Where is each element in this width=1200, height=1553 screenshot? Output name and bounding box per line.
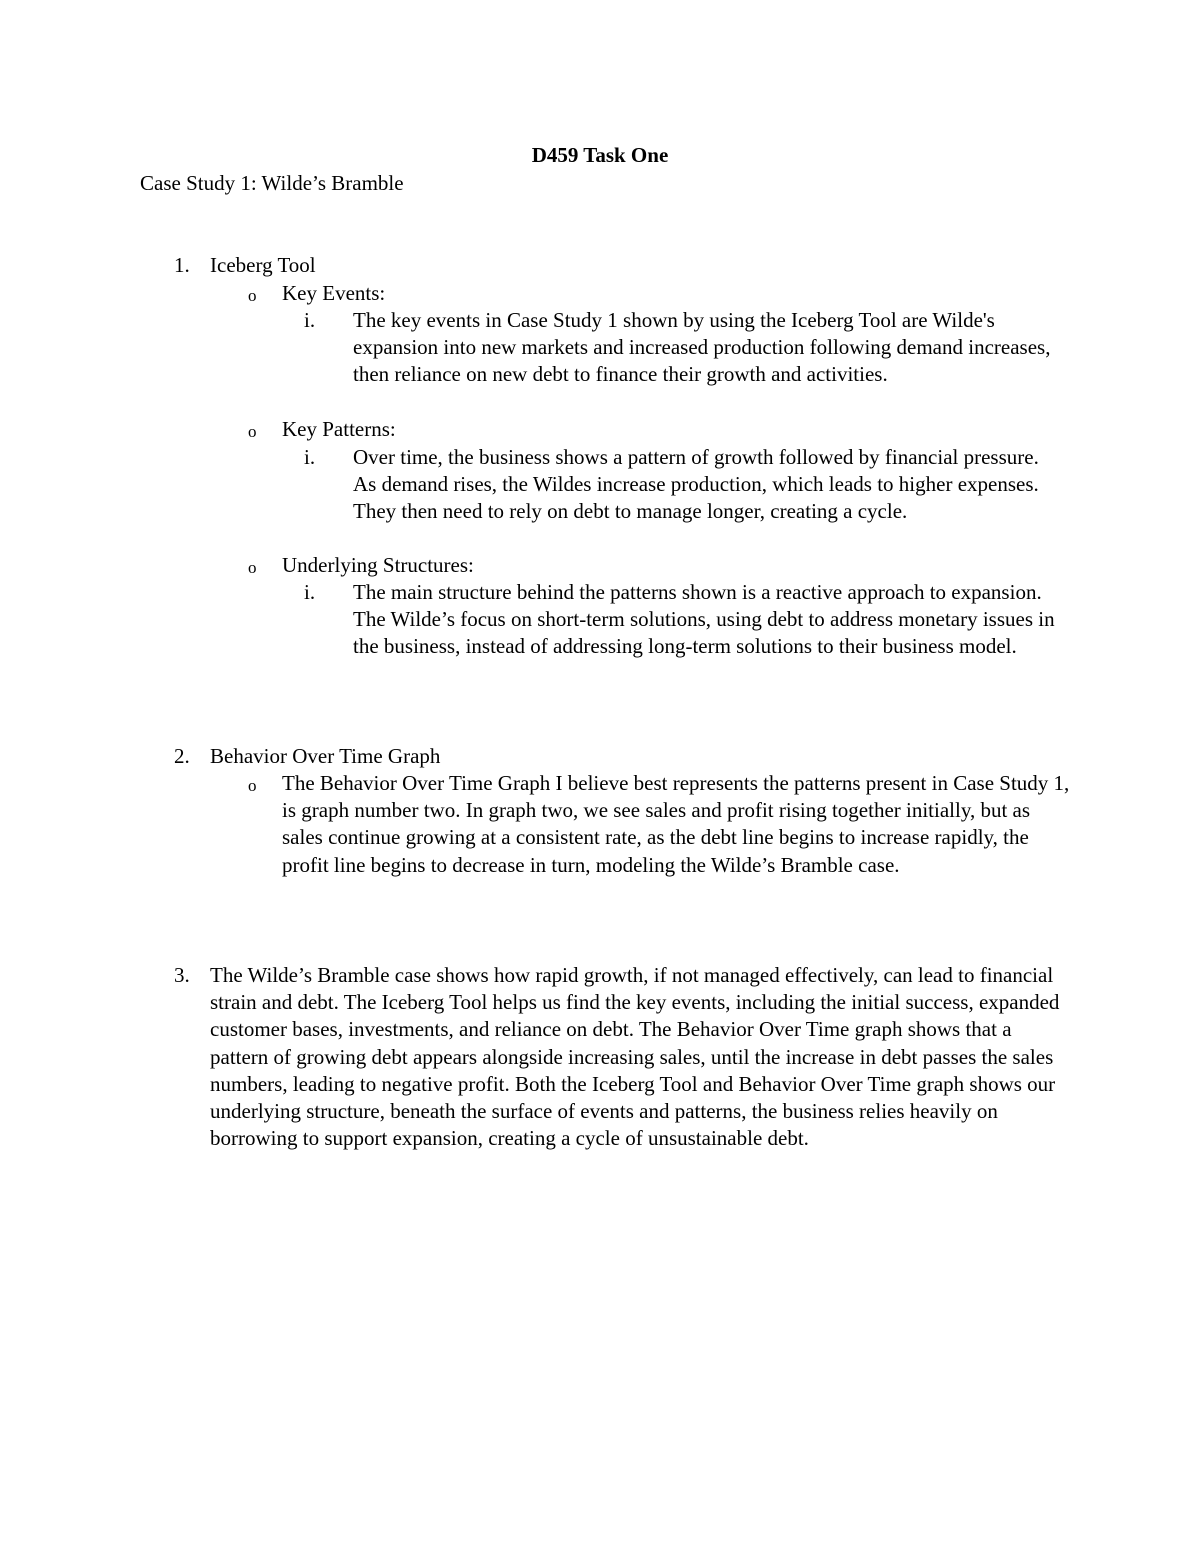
item-label: Key Events: (282, 281, 386, 305)
bullet-marker: o (248, 422, 257, 441)
item-text: The main structure behind the patterns shown is a reactive approach to expansion. The Wilde’s focus on short-term solutions, using debt to address monetary issues in the business, instead of addressing long-term solutions to their business model. (353, 580, 1055, 659)
sub-number: i. (304, 580, 316, 604)
sub-number: i. (304, 308, 316, 332)
bullet-marker: o (248, 286, 257, 305)
section-number: 1. (174, 253, 190, 277)
item-label: Key Patterns: (282, 417, 396, 441)
item-text: The key events in Case Study 1 shown by using the Iceberg Tool are Wilde's expansion into new markets and increased production following demand increases, then reliance on new debt to finance their growth and activities. (353, 308, 1051, 387)
section-text: The Behavior Over Time Graph I believe best represents the patterns present in Case Study 1, is graph number two. In graph two, we see sales and profit rising together initially, but as sales continue growing at a consistent rate, as the debt line begins to increase rapidly, the profit line begins to decrease in turn, modeling the Wilde’s Bramble case. (282, 771, 1070, 877)
document-subtitle: Case Study 1: Wilde’s Bramble (140, 171, 404, 195)
section-number: 2. (174, 744, 190, 768)
item-text: Over time, the business shows a pattern of growth followed by financial pressure. As demand rises, the Wildes increase production, which leads to higher expenses. They then need to rely on debt to manage longer, creating a cycle. (353, 445, 1039, 524)
section-heading: Iceberg Tool (210, 253, 316, 277)
sub-number: i. (304, 445, 316, 469)
item-label: Underlying Structures: (282, 553, 474, 577)
section-heading: Behavior Over Time Graph (210, 744, 441, 768)
section-text: The Wilde’s Bramble case shows how rapid growth, if not managed effectively, can lead to financial strain and debt. The Iceberg Tool helps us find the key events, including the initial success, expanded customer bases, investments, and reliance on debt. The Behavior Over Time graph shows that a pattern of growing debt appears alongside increasing sales, until the increase in debt passes the sales numbers, leading to negative profit. Both the Iceberg Tool and Behavior Over Time graph shows our underlying structure, beneath the surface of events and patterns, the business relies heavily on borrowing to support expansion, creating a cycle of unsustainable debt. (210, 963, 1060, 1151)
document-title: D459 Task One (531, 143, 669, 167)
bullet-marker: o (248, 776, 257, 795)
bullet-marker: o (248, 558, 257, 577)
section-number: 3. (174, 963, 190, 987)
